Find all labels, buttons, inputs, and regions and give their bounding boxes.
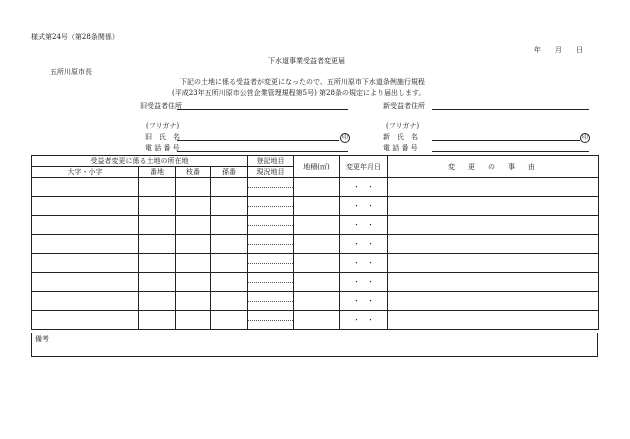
reason-cell[interactable]: [388, 311, 599, 330]
addressee: 五所川原市長: [50, 68, 92, 76]
change-date-header: 変更年月日: [340, 156, 388, 178]
edaban-header: 枝番: [176, 167, 211, 178]
table-row: [32, 311, 599, 330]
current-category-cell[interactable]: [248, 225, 293, 235]
edaban-cell[interactable]: [176, 216, 211, 235]
old-phone-field[interactable]: [177, 151, 348, 152]
change-date-cell[interactable]: ・ ・: [340, 311, 388, 330]
form-number: 様式第24号（第28条関係）: [31, 33, 119, 41]
area-cell[interactable]: [294, 197, 340, 216]
magoban-cell[interactable]: [211, 273, 248, 292]
form-title: 下水道事業受益者変更届: [268, 57, 345, 65]
aza-cell[interactable]: [32, 178, 139, 197]
new-name-label: 新 氏 名: [383, 133, 418, 141]
area-cell[interactable]: [294, 273, 340, 292]
registered-category-cell[interactable]: [248, 254, 293, 263]
table-row: [32, 216, 599, 235]
body-text-line1: 下記の土地に係る受益者が変更になったので、五所川原市下水道条例施行規程: [180, 78, 425, 86]
banchi-cell[interactable]: [139, 178, 176, 197]
land-table: [31, 155, 599, 330]
category-cell[interactable]: [248, 197, 294, 216]
reason-cell[interactable]: [388, 273, 599, 292]
banchi-cell[interactable]: [139, 273, 176, 292]
magoban-cell[interactable]: [211, 216, 248, 235]
body-text-line2: (平成23年五所川原市公営企業管理規程第5号) 第28条の規定により届出します。: [172, 89, 426, 97]
magoban-cell[interactable]: [211, 197, 248, 216]
category-cell[interactable]: [248, 254, 294, 273]
change-date-cell[interactable]: ・ ・: [340, 254, 388, 273]
aza-cell[interactable]: [32, 235, 139, 254]
edaban-cell[interactable]: [176, 235, 211, 254]
magoban-cell[interactable]: [211, 178, 248, 197]
current-category-cell[interactable]: [248, 263, 293, 273]
change-date-cell[interactable]: ・ ・: [340, 178, 388, 197]
magoban-header: 孫番: [211, 167, 248, 178]
banchi-cell[interactable]: [139, 254, 176, 273]
aza-cell[interactable]: [32, 216, 139, 235]
registered-category-cell[interactable]: [248, 178, 293, 187]
category-cell[interactable]: [248, 311, 294, 330]
edaban-cell[interactable]: [176, 292, 211, 311]
current-category-cell[interactable]: [248, 206, 293, 216]
edaban-cell[interactable]: [176, 254, 211, 273]
aza-cell[interactable]: [32, 311, 139, 330]
reason-cell[interactable]: [388, 216, 599, 235]
area-cell[interactable]: [294, 178, 340, 197]
change-date-cell[interactable]: ・ ・: [340, 292, 388, 311]
registered-category-cell[interactable]: [248, 292, 293, 301]
edaban-cell[interactable]: [176, 178, 211, 197]
table-row: [32, 292, 599, 311]
area-header: 地積(㎡): [294, 156, 340, 178]
edaban-cell[interactable]: [176, 273, 211, 292]
table-row: [32, 178, 599, 197]
registered-category-cell[interactable]: [248, 235, 293, 244]
banchi-cell[interactable]: [139, 292, 176, 311]
submission-date: 年 月 日: [534, 46, 583, 54]
magoban-cell[interactable]: [211, 254, 248, 273]
old-address-field[interactable]: [177, 109, 348, 110]
banchi-cell[interactable]: [139, 197, 176, 216]
registered-category-cell[interactable]: [248, 311, 293, 320]
registered-category-header: 登記地目: [248, 156, 294, 167]
new-phone-label: 電 話 番 号: [383, 144, 418, 152]
change-date-cell[interactable]: ・ ・: [340, 216, 388, 235]
old-address-label: 旧受益者住所: [140, 102, 182, 110]
aza-cell[interactable]: [32, 197, 139, 216]
category-cell[interactable]: [248, 235, 294, 254]
area-cell[interactable]: [294, 235, 340, 254]
location-header: 受益者変更に係る土地の所在地: [32, 156, 248, 167]
area-cell[interactable]: [294, 311, 340, 330]
remarks-box[interactable]: [31, 333, 598, 357]
change-date-cell[interactable]: ・ ・: [340, 273, 388, 292]
reason-cell[interactable]: [388, 235, 599, 254]
category-cell[interactable]: [248, 178, 294, 197]
banchi-cell[interactable]: [139, 235, 176, 254]
banchi-header: 番地: [139, 167, 176, 178]
remarks-label: 備考: [35, 335, 49, 343]
old-name-label: 旧 氏 名: [145, 133, 180, 141]
table-row: [32, 273, 599, 292]
magoban-cell[interactable]: [211, 311, 248, 330]
old-name-field[interactable]: [177, 140, 339, 141]
reason-cell[interactable]: [388, 254, 599, 273]
aza-cell[interactable]: [32, 273, 139, 292]
magoban-cell[interactable]: [211, 235, 248, 254]
change-date-cell[interactable]: ・ ・: [340, 197, 388, 216]
current-category-cell[interactable]: [248, 187, 293, 197]
reason-header: 変 更 の 事 由: [388, 156, 599, 178]
registered-category-cell[interactable]: [248, 216, 293, 225]
table-row: [32, 235, 599, 254]
table-row: [32, 197, 599, 216]
current-category-header: 現況地目: [248, 167, 294, 178]
category-cell[interactable]: [248, 292, 294, 311]
registered-category-cell[interactable]: [248, 273, 293, 282]
new-phone-field[interactable]: [432, 151, 589, 152]
edaban-cell[interactable]: [176, 311, 211, 330]
old-phone-label: 電 話 番 号: [145, 144, 180, 152]
current-category-cell[interactable]: [248, 320, 293, 330]
edaban-cell[interactable]: [176, 197, 211, 216]
banchi-cell[interactable]: [139, 311, 176, 330]
new-seal-mark: 印: [581, 134, 588, 141]
area-cell[interactable]: [294, 254, 340, 273]
registered-category-cell[interactable]: [248, 197, 293, 206]
magoban-cell[interactable]: [211, 292, 248, 311]
old-furigana-label: (フリガナ): [146, 122, 180, 130]
change-date-cell[interactable]: ・ ・: [340, 235, 388, 254]
category-cell[interactable]: [248, 273, 294, 292]
new-address-field[interactable]: [432, 109, 589, 110]
banchi-cell[interactable]: [139, 216, 176, 235]
old-seal-mark: 印: [341, 134, 348, 141]
new-address-label: 新受益者住所: [383, 102, 425, 110]
aza-cell[interactable]: [32, 292, 139, 311]
new-furigana-label: (フリガナ): [386, 122, 420, 130]
reason-cell[interactable]: [388, 197, 599, 216]
table-row: [32, 254, 599, 273]
current-category-cell[interactable]: [248, 244, 293, 254]
area-cell[interactable]: [294, 292, 340, 311]
new-name-field[interactable]: [432, 140, 580, 141]
reason-cell[interactable]: [388, 178, 599, 197]
area-cell[interactable]: [294, 216, 340, 235]
aza-cell[interactable]: [32, 254, 139, 273]
current-category-cell[interactable]: [248, 301, 293, 311]
aza-header: 大字・小字: [32, 167, 139, 178]
category-cell[interactable]: [248, 216, 294, 235]
reason-cell[interactable]: [388, 292, 599, 311]
current-category-cell[interactable]: [248, 282, 293, 292]
